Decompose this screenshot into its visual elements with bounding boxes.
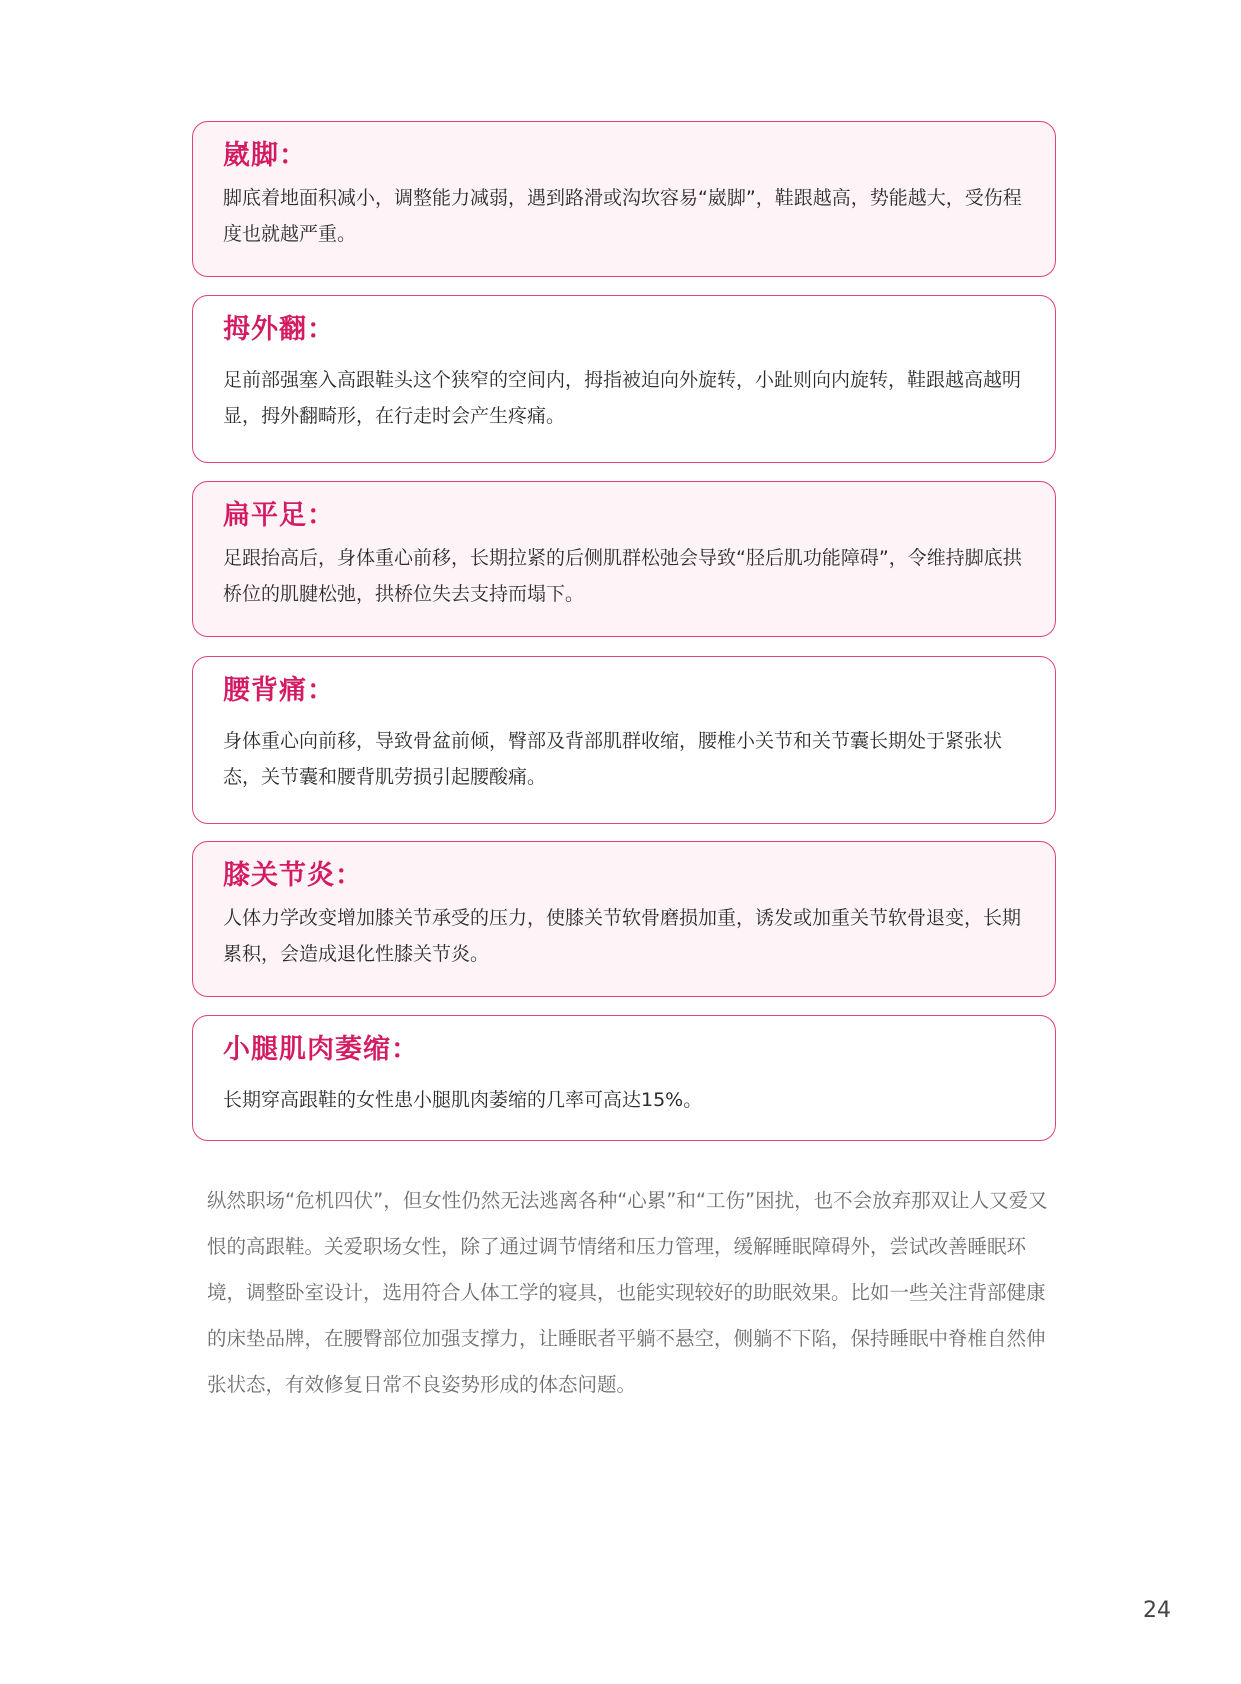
card-title: 小腿肌肉萎缩：: [223, 1034, 419, 1065]
card-title: 崴脚：: [223, 140, 307, 171]
page-number: 24: [1143, 1598, 1171, 1623]
card-body: 足跟抬高后，身体重心前移，长期拉紧的后侧肌群松弛会导致“胫后肌功能障碍”，令维持脚底拱桥位的肌腱松弛，拱桥位失去支持而塌下。: [223, 547, 1022, 605]
card-calf-atrophy: [192, 1015, 1056, 1141]
card-flat-foot: [192, 481, 1056, 637]
card-body: 长期穿高跟鞋的女性患小腿肌肉萎缩的几率可高达15%。: [223, 1089, 703, 1111]
card-sprained-ankle: [192, 121, 1056, 277]
card-back-pain: [192, 656, 1056, 824]
card-knee-arthritis: [192, 841, 1056, 997]
card-body: 身体重心向前移，导致骨盆前倾，臀部及背部肌群收缩，腰椎小关节和关节囊长期处于紧张状态，关节囊和腰背肌劳损引起腰酸痛。: [223, 730, 1003, 788]
card-title: 腰背痛：: [223, 675, 335, 706]
card-title: 拇外翻：: [223, 314, 335, 345]
card-body: 脚底着地面积减小，调整能力减弱，遇到路滑或沟坎容易“崴脚”，鞋跟越高，势能越大，受伤程度也就越严重。: [223, 187, 1022, 245]
card-body: 足前部强塞入高跟鞋头这个狭窄的空间内，拇指被迫向外旋转，小趾则向内旋转，鞋跟越高越明显，拇外翻畸形，在行走时会产生疼痛。: [223, 369, 1022, 427]
closing-paragraph: 纵然职场“危机四伏”，但女性仍然无法逃离各种“心累”和“工伤”困扰，也不会放弃那双让人又爱又恨的高跟鞋。关爱职场女性，除了通过调节情绪和压力管理，缓解睡眠障碍外，尝试改善睡眠环境，调整卧室设计，选用符合人体工学的寝具，也能实现较好的助眠效果。比如一些关注背部健康的床垫品牌，在腰臀部位加强支撑力，让睡眠者平躺不悬空，侧躺不下陷，保持睡眠中脊椎自然伸张状态，有效修复日常不良姿势形成的体态问题。: [207, 1189, 1048, 1396]
card-hallux-valgus: [192, 295, 1056, 463]
card-body: 人体力学改变增加膝关节承受的压力，使膝关节软骨磨损加重，诱发或加重关节软骨退变，长期累积，会造成退化性膝关节炎。: [223, 907, 1022, 965]
card-title: 膝关节炎：: [223, 860, 363, 891]
card-title: 扁平足：: [223, 500, 335, 531]
